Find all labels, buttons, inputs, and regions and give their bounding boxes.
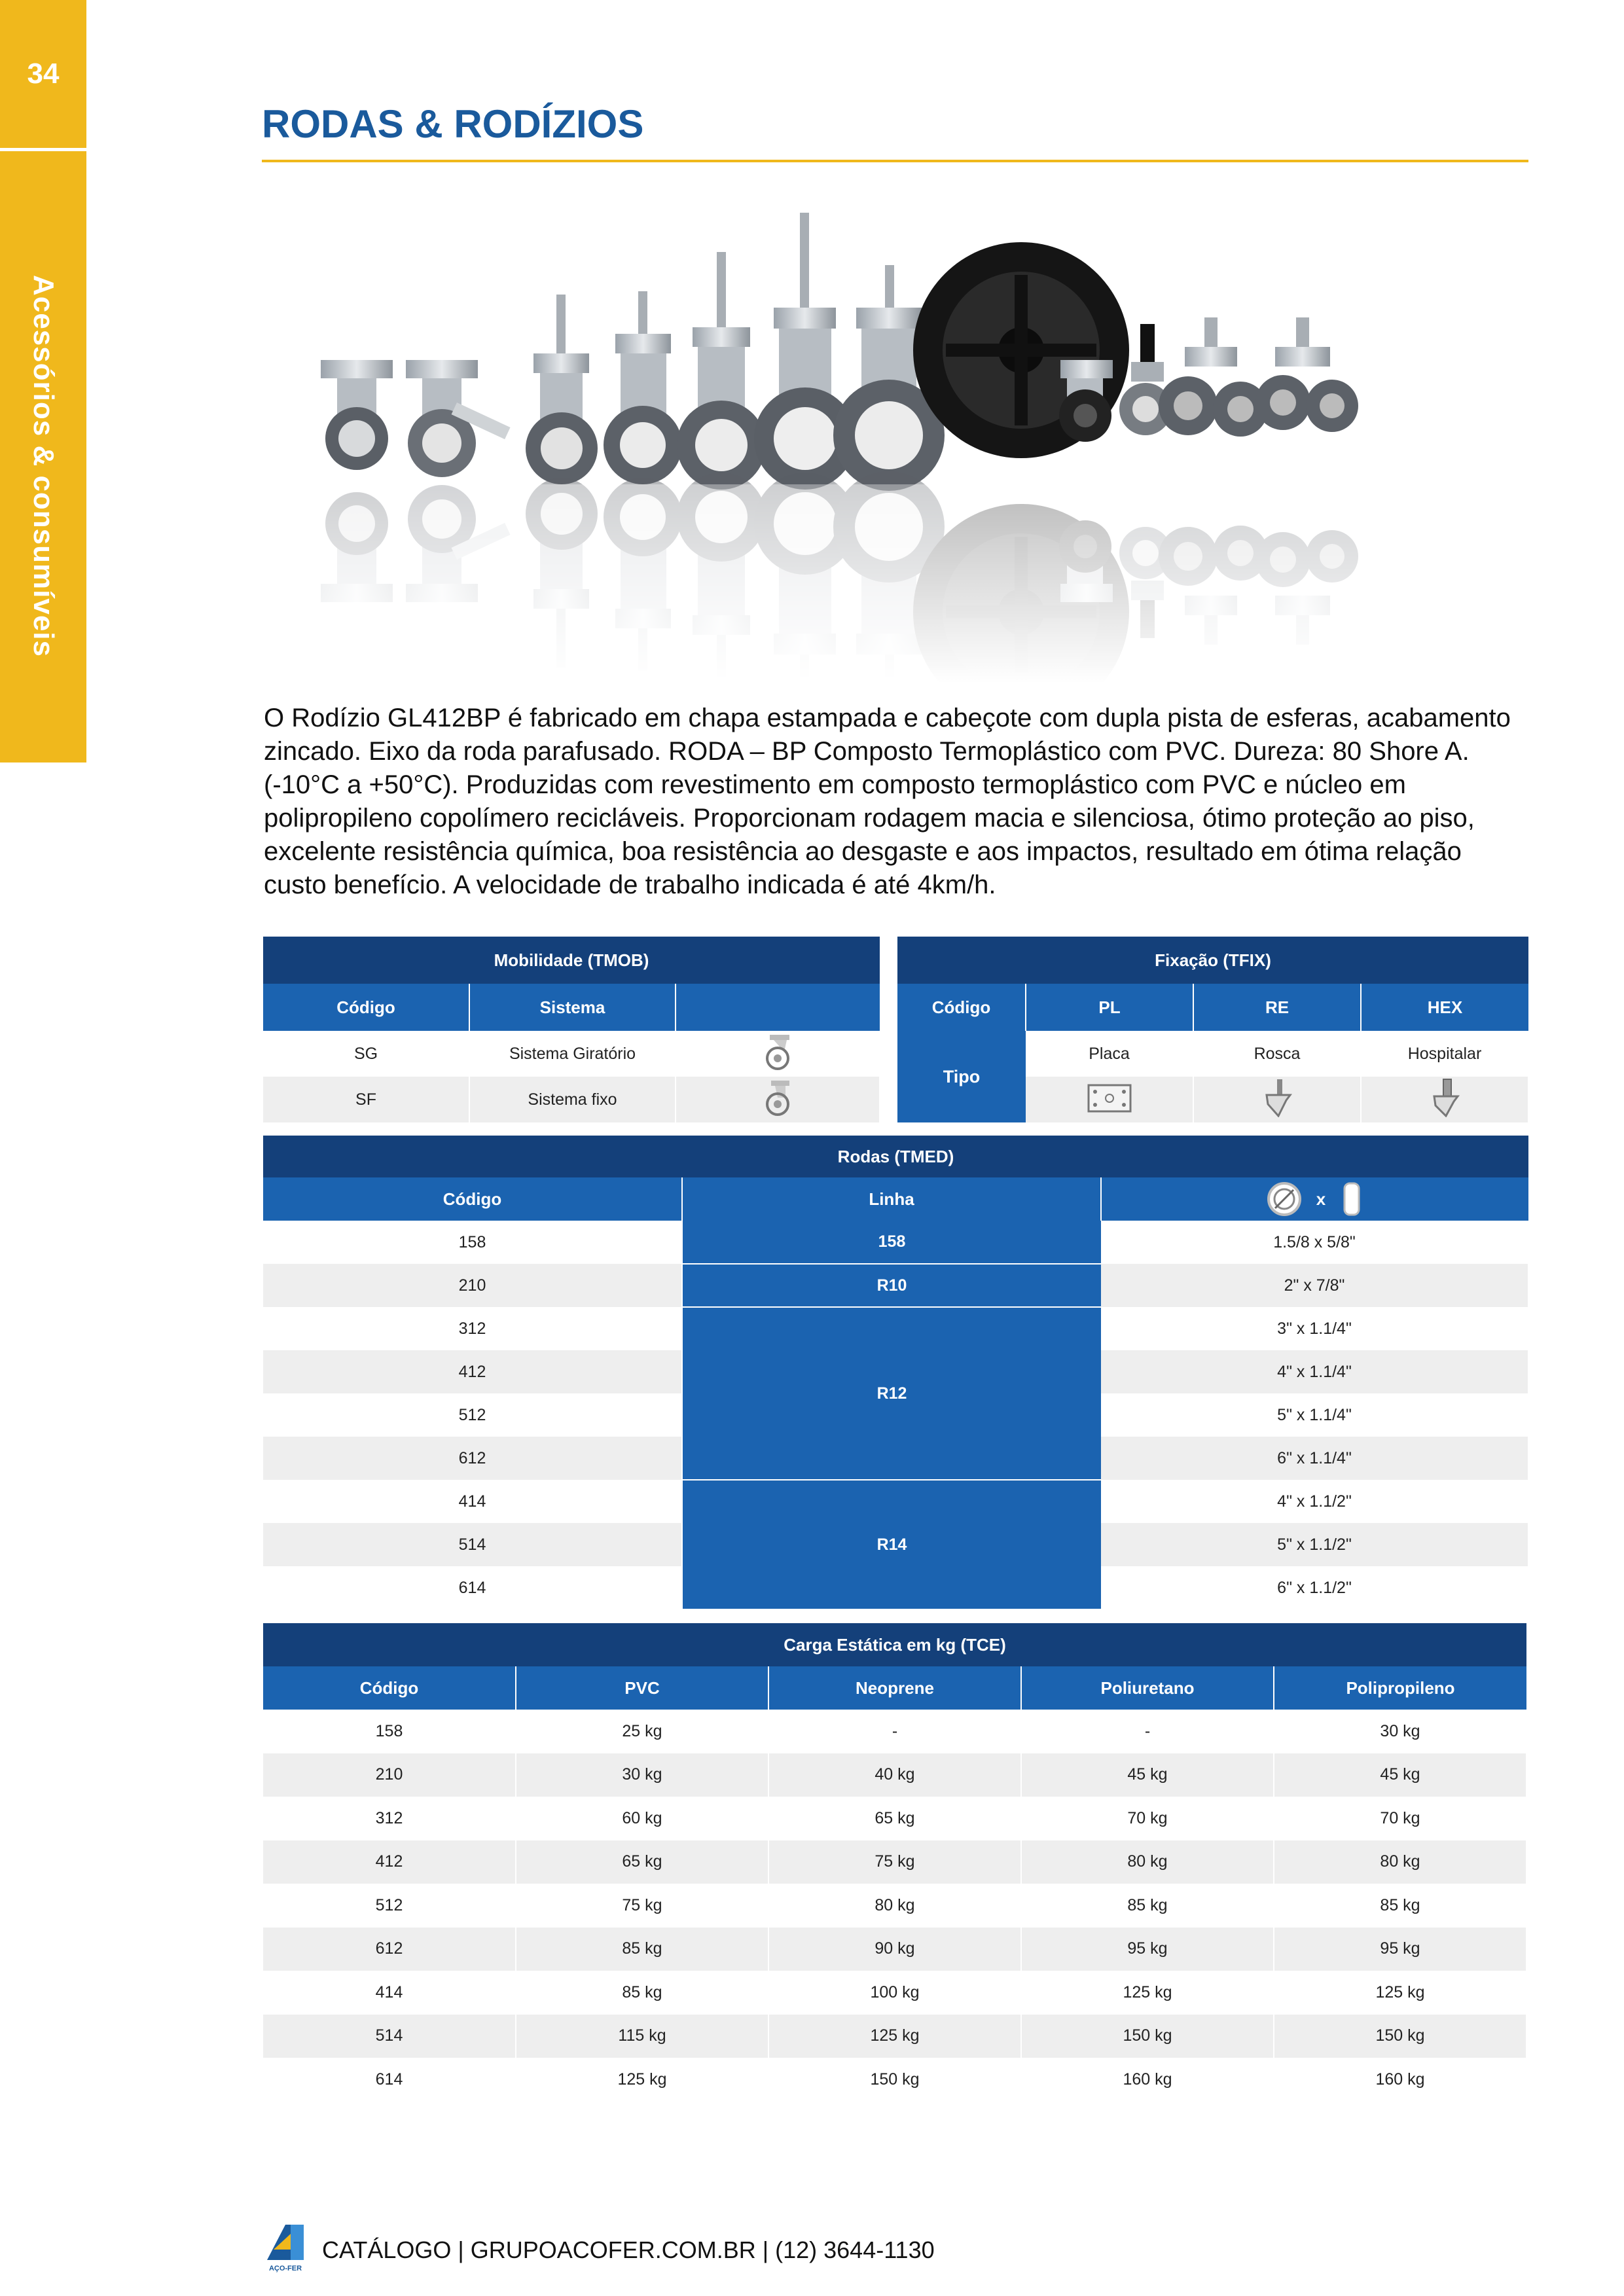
fixation-header-re: RE <box>1193 984 1361 1031</box>
load-value: 90 kg <box>768 1928 1021 1971</box>
load-code: 614 <box>263 2058 516 2102</box>
load-value: 80 kg <box>1274 1840 1526 1884</box>
load-value: 125 kg <box>516 2058 768 2102</box>
caster-3 <box>526 295 598 484</box>
wheel-line: 158 <box>682 1221 1101 1264</box>
fixation-header-code: Código <box>897 984 1026 1031</box>
fixation-row-label: Tipo <box>897 1031 1026 1122</box>
load-value: - <box>768 1710 1021 1753</box>
table-row <box>263 1307 1528 1350</box>
wheel-code: 514 <box>263 1523 682 1566</box>
wheels-header-dims <box>1101 1177 1528 1221</box>
table-row <box>263 2058 1526 2102</box>
wheel-diameter-icon <box>1266 1181 1303 1217</box>
acofer-logo <box>264 2221 306 2273</box>
load-code: 414 <box>263 1971 516 2015</box>
wheel-code: 312 <box>263 1307 682 1350</box>
title-underline <box>262 160 1528 162</box>
hex-stem-icon <box>1361 1077 1528 1122</box>
load-value: 30 kg <box>1274 1710 1526 1753</box>
mobility-table <box>263 937 880 1122</box>
wheel-dims: 6" x 1.1/2" <box>1101 1566 1528 1609</box>
table-row <box>263 1077 880 1122</box>
section-sidebar <box>0 0 86 762</box>
load-value: 85 kg <box>1021 1884 1274 1928</box>
load-value: - <box>1021 1710 1274 1753</box>
load-value: 100 kg <box>768 1971 1021 2015</box>
fixed-caster-icon <box>676 1077 880 1122</box>
load-value: 65 kg <box>516 1840 768 1884</box>
wheel-code: 512 <box>263 1393 682 1437</box>
page-title: RODAS & RODÍZIOS <box>262 102 644 146</box>
table-row <box>263 1840 1526 1884</box>
load-code: 158 <box>263 1710 516 1753</box>
swivel-caster-icon <box>676 1031 880 1077</box>
load-value: 75 kg <box>516 1884 768 1928</box>
mobility-header-code: Código <box>263 984 469 1031</box>
wheel-dims: 1.5/8 x 5/8" <box>1101 1221 1528 1264</box>
load-value: 115 kg <box>516 2015 768 2058</box>
section-label: Acessórios & consumíveis <box>27 274 60 658</box>
wheel-code: 612 <box>263 1437 682 1480</box>
caster-11 <box>1159 317 1268 437</box>
load-code: 514 <box>263 2015 516 2058</box>
load-code: 412 <box>263 1840 516 1884</box>
load-value: 95 kg <box>1021 1928 1274 1971</box>
fixation-header-hex: HEX <box>1361 984 1528 1031</box>
static-load-table <box>263 1623 1527 2102</box>
load-code: 210 <box>263 1753 516 1797</box>
caster-1 <box>321 360 393 470</box>
fixation-header-pl: PL <box>1026 984 1193 1031</box>
mobility-code: SF <box>263 1077 469 1122</box>
load-header-pvc: PVC <box>516 1666 768 1710</box>
load-value: 160 kg <box>1274 2058 1526 2102</box>
wheel-dims: 5" x 1.1/2" <box>1101 1523 1528 1566</box>
load-value: 125 kg <box>768 2015 1021 2058</box>
table-row <box>263 2015 1526 2058</box>
plate-mount-icon <box>1026 1077 1193 1122</box>
wheel-code: 412 <box>263 1350 682 1393</box>
table-row <box>263 1753 1526 1797</box>
load-value: 45 kg <box>1021 1753 1274 1797</box>
caster-12 <box>1255 317 1358 432</box>
load-header-code: Código <box>263 1666 516 1710</box>
load-value: 80 kg <box>1021 1840 1274 1884</box>
table-row <box>263 1797 1526 1840</box>
mobility-header-icon <box>676 984 880 1031</box>
mobility-system: Sistema fixo <box>469 1077 676 1122</box>
wheel-line: R14 <box>682 1480 1101 1609</box>
load-value: 30 kg <box>516 1753 768 1797</box>
wheels-header-code: Código <box>263 1177 682 1221</box>
load-value: 85 kg <box>516 1928 768 1971</box>
load-value: 150 kg <box>768 2058 1021 2102</box>
load-value: 25 kg <box>516 1710 768 1753</box>
load-title: Carga Estática em kg (TCE) <box>263 1623 1526 1666</box>
load-code: 312 <box>263 1797 516 1840</box>
caster-5 <box>677 252 766 490</box>
wheel-code: 158 <box>263 1221 682 1264</box>
load-header-polypropylene: Polipropileno <box>1274 1666 1526 1710</box>
mobility-system: Sistema Giratório <box>469 1031 676 1077</box>
load-value: 150 kg <box>1021 2015 1274 2058</box>
wheel-dims: 4" x 1.1/4" <box>1101 1350 1528 1393</box>
load-code: 512 <box>263 1884 516 1928</box>
table-row <box>263 1884 1526 1928</box>
load-value: 95 kg <box>1274 1928 1526 1971</box>
caster-2 <box>406 360 511 477</box>
table-row <box>263 1480 1528 1523</box>
page-number: 34 <box>27 57 60 90</box>
wheel-dims: 3" x 1.1/4" <box>1101 1307 1528 1350</box>
wheel-code: 414 <box>263 1480 682 1523</box>
wheel-width-icon <box>1339 1181 1364 1217</box>
fixation-type-hospital: Hospitalar <box>1361 1031 1528 1077</box>
wheel-dims: 4" x 1.1/2" <box>1101 1480 1528 1523</box>
table-row <box>263 1971 1526 2015</box>
load-code: 612 <box>263 1928 516 1971</box>
wheel-code: 210 <box>263 1264 682 1307</box>
mobility-code: SG <box>263 1031 469 1077</box>
fixation-title: Fixação (TFIX) <box>897 937 1528 984</box>
casters-product-photo <box>308 187 1506 684</box>
wheel-line: R10 <box>682 1264 1101 1307</box>
fixation-type-plate: Placa <box>1026 1031 1193 1077</box>
table-row <box>897 1031 1528 1077</box>
load-value: 125 kg <box>1274 1971 1526 2015</box>
svg-text:AÇO-FER: AÇO-FER <box>268 2265 302 2272</box>
fixation-table <box>897 937 1529 1122</box>
footer-contact: CATÁLOGO | GRUPOACOFER.COM.BR | (12) 3644-1130 <box>322 2236 935 2263</box>
load-value: 70 kg <box>1274 1797 1526 1840</box>
wheels-header-line: Linha <box>682 1177 1101 1221</box>
table-row <box>263 1710 1526 1753</box>
wheels-title: Rodas (TMED) <box>263 1136 1528 1177</box>
wheel-dims: 2" x 7/8" <box>1101 1264 1528 1307</box>
load-value: 75 kg <box>768 1840 1021 1884</box>
load-value: 150 kg <box>1274 2015 1526 2058</box>
wheel-dims: 6" x 1.1/4" <box>1101 1437 1528 1480</box>
load-header-neoprene: Neoprene <box>768 1666 1021 1710</box>
wheel-line: R12 <box>682 1307 1101 1480</box>
table-row <box>263 1031 880 1077</box>
sidebar-divider <box>0 148 86 151</box>
dims-multiply-label: x <box>1316 1189 1326 1209</box>
fixation-type-thread: Rosca <box>1193 1031 1361 1077</box>
load-value: 60 kg <box>516 1797 768 1840</box>
load-value: 40 kg <box>768 1753 1021 1797</box>
load-value: 80 kg <box>768 1884 1021 1928</box>
caster-4 <box>604 291 682 484</box>
mobility-header-system: Sistema <box>469 984 676 1031</box>
table-row <box>263 1221 1528 1264</box>
wheel-dims: 5" x 1.1/4" <box>1101 1393 1528 1437</box>
load-value: 125 kg <box>1021 1971 1274 2015</box>
load-value: 65 kg <box>768 1797 1021 1840</box>
load-value: 85 kg <box>1274 1884 1526 1928</box>
load-value: 45 kg <box>1274 1753 1526 1797</box>
load-header-polyurethane: Poliuretano <box>1021 1666 1274 1710</box>
mobility-title: Mobilidade (TMOB) <box>263 937 880 984</box>
thread-mount-icon <box>1193 1077 1361 1122</box>
caster-9 <box>1059 360 1113 442</box>
wheel-code: 614 <box>263 1566 682 1609</box>
load-value: 85 kg <box>516 1971 768 2015</box>
wheels-table <box>263 1136 1529 1610</box>
table-row <box>263 1928 1526 1971</box>
product-description: O Rodízio GL412BP é fabricado em chapa estampada e cabeçote com dupla pista de esferas, acabamento zincado. Eixo da roda parafusado. RODA – BP Composto Termoplástico com PVC. Dureza: 80 Shore A. (-10°C a +50°C). Produzidas com revestimento em composto termoplástico com PVC e núcleo em polipropileno copolímero recicláveis. Proporcionam rodagem macia e silenciosa, ótimo proteção ao piso, excelente resistência química, boa resistência ao desgaste e aos impactos, resultado em ótima relação custo benefício. A velocidade de trabalho indicada é até 4km/h. <box>264 704 1511 899</box>
load-value: 70 kg <box>1021 1797 1274 1840</box>
load-value: 160 kg <box>1021 2058 1274 2102</box>
table-row <box>263 1264 1528 1307</box>
